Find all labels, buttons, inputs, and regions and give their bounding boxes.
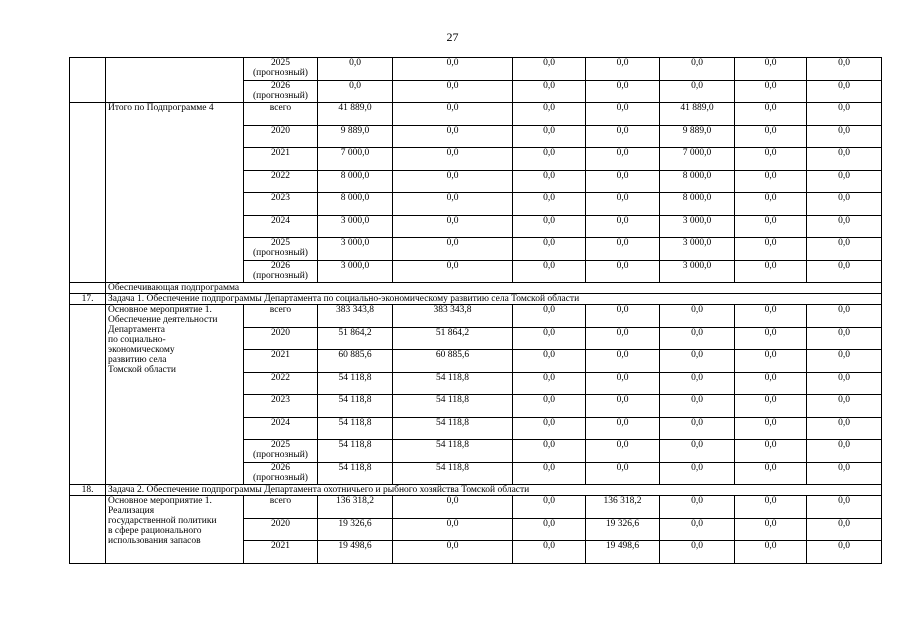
year-cell [244, 58, 318, 81]
activity-name-cell [106, 58, 244, 103]
value-cell: 0,0 [807, 125, 882, 148]
year-label: 2024 [271, 417, 290, 428]
year-cell [244, 260, 318, 283]
year-label: 2020 [271, 125, 290, 136]
year-label: 2025 [271, 440, 290, 450]
year-cell [244, 305, 318, 328]
table-row [70, 103, 882, 126]
value-cell: 0,0 [735, 148, 807, 171]
value-cell: 60 885,6 [318, 350, 393, 373]
value-cell: 54 118,8 [393, 395, 513, 418]
value-cell: 0,0 [586, 417, 660, 440]
year-cell [244, 215, 318, 238]
value-cell: 7 000,0 [318, 148, 393, 171]
value-cell: 0,0 [586, 327, 660, 350]
value-cell: 7 000,0 [660, 148, 735, 171]
value-cell: 0,0 [660, 417, 735, 440]
value-cell: 0,0 [735, 238, 807, 261]
value-cell: 0,0 [513, 440, 586, 463]
task-row-text: Задача 2. Обеспечение подпрограммы Департамента охотничьего и рыбного хозяйства Томской области [106, 485, 882, 496]
value-cell: 0,0 [513, 518, 586, 541]
value-cell: 0,0 [807, 372, 882, 395]
value-cell: 3 000,0 [660, 215, 735, 238]
value-cell: 0,0 [513, 305, 586, 328]
page-number: 27 [446, 30, 459, 44]
value-cell: 383 343,8 [318, 305, 393, 328]
value-cell: 136 318,2 [318, 496, 393, 519]
value-cell: 19 326,6 [318, 518, 393, 541]
value-cell: 0,0 [393, 58, 513, 81]
value-cell: 0,0 [513, 125, 586, 148]
year-cell [244, 103, 318, 126]
task-row-text: Задача 1. Обеспечение подпрограммы Департамента по социально-экономическому развитию села Томской области [106, 294, 882, 305]
value-cell: 0,0 [735, 103, 807, 126]
year-label: 2023 [271, 193, 290, 203]
activity-name-line: государственной политики [108, 516, 217, 526]
value-cell: 0,0 [513, 327, 586, 350]
year-label: 2025 [271, 58, 290, 68]
year-cell [244, 238, 318, 261]
activity-name-line: Томской области [108, 365, 176, 375]
value-cell: 3 000,0 [318, 215, 393, 238]
year-cell [244, 125, 318, 148]
activity-name-line: использования запасов [108, 536, 201, 546]
value-cell: 0,0 [735, 462, 807, 485]
value-cell: 0,0 [660, 350, 735, 373]
activity-name-line: Основное мероприятие 1. [108, 496, 212, 506]
value-cell: 0,0 [735, 125, 807, 148]
year-cell [244, 541, 318, 564]
value-cell: 0,0 [807, 496, 882, 519]
year-note: (прогнозный) [253, 450, 308, 460]
year-label: 2023 [271, 395, 290, 405]
value-cell: 0,0 [807, 395, 882, 418]
value-cell: 0,0 [807, 327, 882, 350]
value-cell: 19 498,6 [586, 541, 660, 564]
year-cell [244, 148, 318, 171]
activity-name-line: экономическому [108, 345, 175, 355]
value-cell: 8 000,0 [318, 170, 393, 193]
value-cell: 8 000,0 [660, 193, 735, 216]
value-cell: 0,0 [660, 541, 735, 564]
value-cell: 9 889,0 [318, 125, 393, 148]
value-cell: 0,0 [513, 80, 586, 103]
value-cell: 0,0 [586, 440, 660, 463]
value-cell: 54 118,8 [393, 440, 513, 463]
activity-name-line: в сфере рационального [108, 526, 202, 536]
year-note: (прогнозный) [253, 68, 308, 78]
value-cell: 9 889,0 [660, 125, 735, 148]
value-cell: 0,0 [586, 125, 660, 148]
value-cell: 54 118,8 [318, 417, 393, 440]
activity-name-cell [106, 103, 244, 283]
value-cell: 0,0 [807, 215, 882, 238]
value-cell: 0,0 [513, 193, 586, 216]
value-cell: 0,0 [513, 103, 586, 126]
year-label: 2021 [271, 350, 290, 360]
table-row [70, 305, 882, 328]
value-cell: 0,0 [393, 215, 513, 238]
task-row [70, 294, 882, 305]
value-cell: 0,0 [807, 58, 882, 81]
value-cell: 54 118,8 [318, 372, 393, 395]
value-cell: 0,0 [586, 372, 660, 395]
row-number-cell: 18. [70, 485, 106, 496]
provision-header-row [70, 283, 882, 294]
value-cell: 0,0 [393, 238, 513, 261]
value-cell: 0,0 [807, 518, 882, 541]
value-cell: 0,0 [513, 58, 586, 81]
value-cell: 0,0 [393, 125, 513, 148]
value-cell: 0,0 [807, 305, 882, 328]
value-cell: 0,0 [735, 395, 807, 418]
activity-name-line: Департамента [108, 325, 166, 335]
year-label: 2024 [271, 215, 290, 226]
value-cell: 54 118,8 [318, 440, 393, 463]
year-cell [244, 80, 318, 103]
value-cell: 0,0 [586, 350, 660, 373]
activity-name-line: Итого по Подпрограмме 4 [108, 103, 214, 113]
value-cell: 0,0 [393, 148, 513, 171]
value-cell: 0,0 [807, 541, 882, 564]
value-cell: 0,0 [586, 305, 660, 328]
value-cell: 0,0 [807, 80, 882, 103]
value-cell: 0,0 [807, 260, 882, 283]
value-cell: 0,0 [660, 327, 735, 350]
value-cell: 0,0 [318, 80, 393, 103]
value-cell: 51 864,2 [318, 327, 393, 350]
year-note: (прогнозный) [253, 90, 308, 101]
value-cell: 0,0 [735, 541, 807, 564]
value-cell: 8 000,0 [318, 193, 393, 216]
value-cell: 0,0 [735, 327, 807, 350]
value-cell: 0,0 [735, 80, 807, 103]
value-cell: 0,0 [513, 541, 586, 564]
value-cell: 136 318,2 [586, 496, 660, 519]
value-cell: 0,0 [807, 238, 882, 261]
value-cell: 0,0 [660, 496, 735, 519]
value-cell: 0,0 [513, 170, 586, 193]
value-cell: 0,0 [586, 395, 660, 418]
year-cell [244, 193, 318, 216]
year-cell [244, 440, 318, 463]
value-cell: 0,0 [735, 372, 807, 395]
value-cell: 0,0 [735, 170, 807, 193]
activity-name-line: Основное мероприятие 1. [108, 305, 212, 315]
value-cell: 383 343,8 [393, 305, 513, 328]
year-cell [244, 462, 318, 485]
value-cell: 8 000,0 [660, 170, 735, 193]
year-label: 2022 [271, 170, 290, 181]
value-cell: 0,0 [513, 372, 586, 395]
value-cell: 0,0 [735, 350, 807, 373]
value-cell: 19 326,6 [586, 518, 660, 541]
year-label: 2022 [271, 372, 290, 383]
table-row [70, 58, 882, 81]
provision-header-row-text: Обеспечивающая подпрограмма [106, 283, 882, 294]
activity-name-line: развитию села [108, 355, 167, 365]
year-label: 2021 [271, 541, 290, 551]
year-cell [244, 395, 318, 418]
year-cell [244, 350, 318, 373]
year-cell [244, 417, 318, 440]
value-cell: 0,0 [735, 518, 807, 541]
year-note: (прогнозный) [253, 248, 308, 258]
year-label: 2020 [271, 518, 290, 529]
value-cell: 0,0 [513, 395, 586, 418]
year-label: всего [269, 496, 292, 506]
value-cell: 0,0 [513, 417, 586, 440]
value-cell: 0,0 [513, 238, 586, 261]
value-cell: 0,0 [318, 58, 393, 81]
value-cell: 54 118,8 [393, 462, 513, 485]
value-cell: 0,0 [393, 518, 513, 541]
activity-name-cell [106, 305, 244, 485]
value-cell: 0,0 [807, 103, 882, 126]
value-cell: 0,0 [660, 462, 735, 485]
value-cell: 0,0 [586, 58, 660, 81]
value-cell: 0,0 [735, 193, 807, 216]
year-cell [244, 518, 318, 541]
value-cell: 0,0 [513, 462, 586, 485]
value-cell: 3 000,0 [660, 238, 735, 261]
value-cell: 0,0 [393, 103, 513, 126]
value-cell: 19 498,6 [318, 541, 393, 564]
year-label: всего [269, 305, 292, 315]
value-cell: 0,0 [586, 462, 660, 485]
value-cell: 0,0 [513, 148, 586, 171]
value-cell: 0,0 [735, 305, 807, 328]
value-cell: 0,0 [586, 238, 660, 261]
value-cell: 0,0 [393, 260, 513, 283]
value-cell: 0,0 [660, 80, 735, 103]
row-number-cell [70, 58, 106, 103]
value-cell: 54 118,8 [393, 417, 513, 440]
value-cell: 0,0 [735, 58, 807, 81]
value-cell: 54 118,8 [318, 395, 393, 418]
value-cell: 0,0 [735, 496, 807, 519]
value-cell: 51 864,2 [393, 327, 513, 350]
value-cell: 0,0 [807, 170, 882, 193]
value-cell: 0,0 [735, 215, 807, 238]
value-cell: 3 000,0 [318, 238, 393, 261]
value-cell: 0,0 [393, 496, 513, 519]
row-number-cell [70, 103, 106, 283]
value-cell: 0,0 [807, 193, 882, 216]
value-cell: 0,0 [735, 417, 807, 440]
value-cell: 0,0 [735, 260, 807, 283]
value-cell: 0,0 [660, 305, 735, 328]
value-cell: 0,0 [807, 462, 882, 485]
value-cell: 0,0 [807, 350, 882, 373]
year-cell [244, 170, 318, 193]
row-number-cell [70, 305, 106, 485]
value-cell: 0,0 [660, 58, 735, 81]
table-row [70, 496, 882, 519]
value-cell: 0,0 [660, 395, 735, 418]
value-cell: 0,0 [586, 193, 660, 216]
value-cell: 54 118,8 [318, 462, 393, 485]
value-cell: 0,0 [586, 215, 660, 238]
value-cell: 0,0 [586, 103, 660, 126]
value-cell: 0,0 [393, 80, 513, 103]
value-cell: 41 889,0 [318, 103, 393, 126]
value-cell: 3 000,0 [660, 260, 735, 283]
value-cell: 0,0 [735, 440, 807, 463]
value-cell: 0,0 [807, 417, 882, 440]
year-note: (прогнозный) [253, 270, 308, 281]
value-cell: 0,0 [586, 260, 660, 283]
value-cell: 0,0 [513, 215, 586, 238]
value-cell: 3 000,0 [318, 260, 393, 283]
row-number-cell [70, 496, 106, 564]
value-cell: 0,0 [586, 148, 660, 171]
row-number-cell: 17. [70, 294, 106, 305]
year-label: 2025 [271, 238, 290, 248]
year-label: 2021 [271, 148, 290, 158]
task-row [70, 485, 882, 496]
value-cell: 0,0 [393, 170, 513, 193]
year-cell [244, 327, 318, 350]
activity-name-cell [106, 496, 244, 564]
value-cell: 0,0 [513, 260, 586, 283]
value-cell: 0,0 [660, 440, 735, 463]
activity-name-line: Обеспечение деятельности [108, 315, 218, 325]
year-cell [244, 496, 318, 519]
value-cell: 0,0 [586, 170, 660, 193]
year-label: 2026 [271, 80, 290, 91]
budget-table [69, 57, 882, 564]
value-cell: 0,0 [513, 496, 586, 519]
value-cell: 0,0 [393, 541, 513, 564]
activity-name-line: Реализация [108, 506, 155, 516]
value-cell: 0,0 [807, 148, 882, 171]
value-cell: 60 885,6 [393, 350, 513, 373]
value-cell: 0,0 [660, 372, 735, 395]
value-cell: 0,0 [513, 350, 586, 373]
year-note: (прогнозный) [253, 472, 308, 483]
value-cell: 0,0 [393, 193, 513, 216]
year-label: 2020 [271, 327, 290, 338]
row-number-cell [70, 283, 106, 294]
activity-name-line: по социально- [108, 335, 166, 345]
year-cell [244, 372, 318, 395]
value-cell: 0,0 [660, 518, 735, 541]
value-cell: 54 118,8 [393, 372, 513, 395]
value-cell: 41 889,0 [660, 103, 735, 126]
year-label: всего [269, 103, 292, 113]
value-cell: 0,0 [807, 440, 882, 463]
year-label: 2026 [271, 260, 290, 271]
value-cell: 0,0 [586, 80, 660, 103]
year-label: 2026 [271, 462, 290, 473]
